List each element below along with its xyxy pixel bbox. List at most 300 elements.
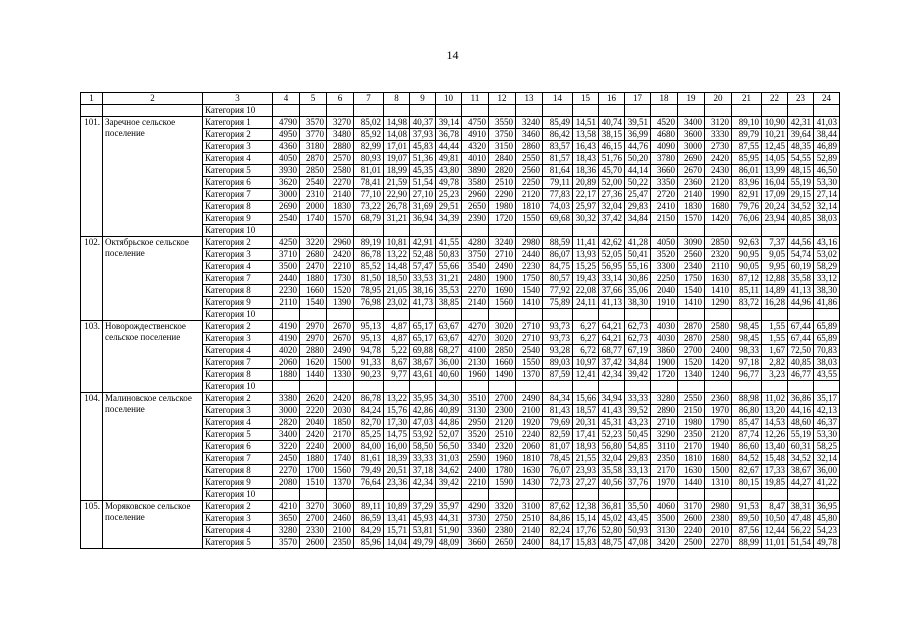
value-cell: 86,01 <box>732 165 762 177</box>
value-cell: 80,15 <box>732 477 762 489</box>
value-cell <box>489 381 516 393</box>
value-cell: 4190 <box>273 333 300 345</box>
value-cell: 26,78 <box>384 201 410 213</box>
value-cell: 3540 <box>462 261 489 273</box>
value-cell: 46,89 <box>814 141 840 153</box>
value-cell: 1290 <box>705 297 732 309</box>
value-cell: 86,59 <box>354 513 384 525</box>
value-cell: 36,86 <box>788 393 814 405</box>
value-cell: 18,43 <box>573 153 599 165</box>
settlement-cell: Новорождественское сельское поселение <box>103 321 203 393</box>
value-cell: 42,62 <box>599 237 625 249</box>
table-row <box>81 321 840 333</box>
value-cell: 3890 <box>462 165 489 177</box>
value-cell: 85,49 <box>543 117 573 129</box>
category-cell: Категория 8 <box>203 201 273 213</box>
value-cell: 27,36 <box>599 189 625 201</box>
value-cell <box>327 105 354 117</box>
value-cell: 4320 <box>462 141 489 153</box>
table-row <box>81 105 840 117</box>
value-cell: 15,76 <box>384 405 410 417</box>
value-cell: 15,48 <box>762 453 788 465</box>
value-cell: 6,72 <box>573 345 599 357</box>
value-cell: 2030 <box>327 405 354 417</box>
value-cell: 14,48 <box>384 261 410 273</box>
value-cell: 3000 <box>273 405 300 417</box>
value-cell: 4010 <box>462 153 489 165</box>
value-cell: 51,76 <box>599 153 625 165</box>
value-cell: 50,22 <box>625 177 651 189</box>
value-cell <box>599 381 625 393</box>
value-cell: 17,33 <box>762 465 788 477</box>
value-cell: 1410 <box>516 297 543 309</box>
value-cell: 1490 <box>489 369 516 381</box>
value-cell: 14,98 <box>384 117 410 129</box>
category-cell: Категория 5 <box>203 165 273 177</box>
value-cell: 4030 <box>651 321 678 333</box>
value-cell: 2120 <box>489 417 516 429</box>
value-cell: 3750 <box>489 129 516 141</box>
value-cell: 1510 <box>300 477 327 489</box>
value-cell: 81,50 <box>354 273 384 285</box>
value-cell: 3400 <box>273 429 300 441</box>
value-cell: 2300 <box>489 405 516 417</box>
value-cell: 31,03 <box>436 453 462 465</box>
value-cell: 2490 <box>516 393 543 405</box>
value-cell: 50,20 <box>625 153 651 165</box>
value-cell <box>651 309 678 321</box>
category-cell: Категория 5 <box>203 537 273 549</box>
value-cell <box>410 105 436 117</box>
value-cell: 11,02 <box>762 393 788 405</box>
value-cell <box>273 225 300 237</box>
value-cell: 45,80 <box>814 513 840 525</box>
value-cell: 93,73 <box>543 333 573 345</box>
value-cell: 1920 <box>516 417 543 429</box>
value-cell: 51,54 <box>788 537 814 549</box>
value-cell: 2720 <box>651 189 678 201</box>
value-cell: 2450 <box>273 453 300 465</box>
value-cell: 2110 <box>273 297 300 309</box>
value-cell: 3090 <box>678 237 705 249</box>
value-cell: 43,45 <box>625 513 651 525</box>
value-cell <box>678 309 705 321</box>
value-cell: 86,78 <box>354 249 384 261</box>
value-cell <box>599 225 625 237</box>
category-cell: Категория 2 <box>203 129 273 141</box>
value-cell <box>384 309 410 321</box>
value-cell: 87,74 <box>732 429 762 441</box>
value-cell <box>543 309 573 321</box>
category-cell: Категория 7 <box>203 273 273 285</box>
value-cell: 98,45 <box>732 321 762 333</box>
value-cell: 2100 <box>327 525 354 537</box>
value-cell: 37,66 <box>599 285 625 297</box>
value-cell: 41,86 <box>814 297 840 309</box>
value-cell: 45,70 <box>599 165 625 177</box>
value-cell: 48,09 <box>436 537 462 549</box>
value-cell: 12,88 <box>762 273 788 285</box>
value-cell: 1970 <box>651 477 678 489</box>
value-cell: 1900 <box>489 273 516 285</box>
value-cell: 2850 <box>705 237 732 249</box>
value-cell: 2000 <box>327 441 354 453</box>
value-cell: 2230 <box>516 261 543 273</box>
value-cell: 65,17 <box>410 333 436 345</box>
value-cell: 3300 <box>651 261 678 273</box>
value-cell <box>678 225 705 237</box>
value-cell: 25,23 <box>436 189 462 201</box>
value-cell: 41,43 <box>599 405 625 417</box>
value-cell <box>410 489 436 501</box>
value-cell <box>300 105 327 117</box>
value-cell: 33,53 <box>410 273 436 285</box>
value-cell: 3660 <box>462 537 489 549</box>
value-cell: 4680 <box>651 129 678 141</box>
value-cell: 1880 <box>273 369 300 381</box>
value-cell: 47,48 <box>788 513 814 525</box>
header-cell: 23 <box>788 93 814 105</box>
value-cell: 1750 <box>516 273 543 285</box>
value-cell: 3220 <box>273 441 300 453</box>
value-cell: 2650 <box>462 201 489 213</box>
value-cell <box>300 309 327 321</box>
header-cell: 22 <box>762 93 788 105</box>
value-cell: 1830 <box>678 201 705 213</box>
value-cell: 20,31 <box>573 417 599 429</box>
value-cell: 2710 <box>489 249 516 261</box>
value-cell: 2510 <box>489 177 516 189</box>
value-cell: 35,06 <box>625 285 651 297</box>
settlement-cell: Октябрьское сельское поселение <box>103 237 203 321</box>
value-cell: 1740 <box>300 213 327 225</box>
value-cell: 2220 <box>300 405 327 417</box>
value-cell: 1830 <box>327 201 354 213</box>
value-cell: 84,00 <box>354 441 384 453</box>
header-cell: 3 <box>203 93 273 105</box>
value-cell: 3340 <box>462 441 489 453</box>
value-cell: 2870 <box>300 153 327 165</box>
value-cell: 40,85 <box>788 213 814 225</box>
value-cell: 11,41 <box>573 237 599 249</box>
value-cell: 92,63 <box>732 237 762 249</box>
header-cell: 20 <box>705 93 732 105</box>
value-cell: 38,30 <box>625 297 651 309</box>
value-cell: 44,44 <box>436 141 462 153</box>
value-cell: 65,89 <box>814 333 840 345</box>
value-cell: 65,17 <box>410 321 436 333</box>
value-cell: 95,13 <box>354 333 384 345</box>
value-cell: 44,31 <box>436 513 462 525</box>
value-cell: 9,05 <box>762 249 788 261</box>
value-cell: 48,35 <box>788 141 814 153</box>
value-cell: 2380 <box>705 513 732 525</box>
value-cell: 31,21 <box>384 213 410 225</box>
value-cell <box>273 489 300 501</box>
value-cell: 2650 <box>489 537 516 549</box>
value-cell: 39,51 <box>625 117 651 129</box>
value-cell: 1660 <box>489 357 516 369</box>
value-cell: 39,64 <box>788 129 814 141</box>
value-cell: 2710 <box>651 417 678 429</box>
value-cell: 1630 <box>516 465 543 477</box>
value-cell: 12,26 <box>762 429 788 441</box>
value-cell: 2010 <box>705 525 732 537</box>
value-cell: 1520 <box>327 285 354 297</box>
category-cell: Категория 6 <box>203 441 273 453</box>
value-cell: 1880 <box>300 273 327 285</box>
value-cell: 97,18 <box>732 357 762 369</box>
value-cell: 3510 <box>462 393 489 405</box>
value-cell: 2690 <box>273 201 300 213</box>
value-cell: 4280 <box>462 237 489 249</box>
value-cell: 78,45 <box>543 453 573 465</box>
value-cell: 2850 <box>489 345 516 357</box>
value-cell: 21,55 <box>573 453 599 465</box>
value-cell: 2710 <box>516 333 543 345</box>
value-cell: 1660 <box>300 285 327 297</box>
value-cell: 1780 <box>489 465 516 477</box>
value-cell: 10,81 <box>384 237 410 249</box>
value-cell: 3120 <box>705 117 732 129</box>
value-cell: 51,90 <box>436 525 462 537</box>
value-cell: 1690 <box>489 285 516 297</box>
value-cell: 62,73 <box>625 321 651 333</box>
value-cell: 2540 <box>516 345 543 357</box>
value-cell: 44,76 <box>625 141 651 153</box>
value-cell: 35,58 <box>788 273 814 285</box>
value-cell: 3420 <box>651 537 678 549</box>
value-cell <box>384 381 410 393</box>
value-cell: 35,97 <box>436 501 462 513</box>
value-cell: 2270 <box>705 537 732 549</box>
header-cell: 18 <box>651 93 678 105</box>
value-cell <box>384 225 410 237</box>
value-cell: 77,92 <box>543 285 573 297</box>
value-cell: 80,93 <box>354 153 384 165</box>
value-cell: 77,10 <box>354 189 384 201</box>
value-cell: 2360 <box>678 177 705 189</box>
value-cell: 34,30 <box>436 393 462 405</box>
value-cell <box>788 105 814 117</box>
value-cell <box>543 105 573 117</box>
value-cell: 17,30 <box>384 417 410 429</box>
value-cell: 1550 <box>516 357 543 369</box>
value-cell: 3580 <box>462 177 489 189</box>
value-cell: 1500 <box>705 465 732 477</box>
value-cell: 18,57 <box>573 405 599 417</box>
value-cell: 85,92 <box>354 129 384 141</box>
value-cell: 98,33 <box>732 345 762 357</box>
value-cell: 3730 <box>462 513 489 525</box>
value-cell: 45,31 <box>599 417 625 429</box>
value-cell: 72,73 <box>543 477 573 489</box>
value-cell: 89,50 <box>732 513 762 525</box>
value-cell: 2950 <box>462 417 489 429</box>
value-cell: 56,80 <box>599 441 625 453</box>
value-cell <box>410 225 436 237</box>
value-cell: 75,89 <box>543 297 573 309</box>
value-cell: 2150 <box>651 213 678 225</box>
value-cell: 3000 <box>273 189 300 201</box>
value-cell: 21,05 <box>384 285 410 297</box>
value-cell: 2100 <box>516 405 543 417</box>
value-cell: 33,33 <box>410 453 436 465</box>
page-number: 14 <box>446 48 459 62</box>
value-cell: 56,50 <box>436 441 462 453</box>
value-cell: 46,37 <box>814 417 840 429</box>
value-cell: 23,93 <box>573 465 599 477</box>
value-cell: 87,55 <box>732 141 762 153</box>
value-cell: 76,07 <box>543 465 573 477</box>
value-cell: 49,78 <box>814 537 840 549</box>
header-cell: 8 <box>384 93 410 105</box>
value-cell: 33,13 <box>625 465 651 477</box>
header-cell: 10 <box>436 93 462 105</box>
value-cell: 86,80 <box>732 405 762 417</box>
value-cell: 89,10 <box>732 117 762 129</box>
value-cell: 46,77 <box>788 369 814 381</box>
value-cell: 1500 <box>327 357 354 369</box>
value-cell: 56,22 <box>788 525 814 537</box>
value-cell: 53,92 <box>410 429 436 441</box>
value-cell: 2400 <box>705 345 732 357</box>
value-cell: 2590 <box>462 453 489 465</box>
value-cell: 2330 <box>300 525 327 537</box>
value-cell: 2120 <box>705 429 732 441</box>
value-cell: 3570 <box>300 117 327 129</box>
value-cell: 9,95 <box>762 261 788 273</box>
value-cell: 2690 <box>678 153 705 165</box>
value-cell: 2080 <box>273 477 300 489</box>
value-cell: 73,22 <box>354 201 384 213</box>
value-cell <box>625 105 651 117</box>
value-cell: 16,28 <box>762 297 788 309</box>
value-cell: 17,01 <box>384 141 410 153</box>
value-cell: 15,14 <box>573 513 599 525</box>
value-cell: 1740 <box>327 453 354 465</box>
value-cell: 53,02 <box>814 249 840 261</box>
value-cell: 2420 <box>327 393 354 405</box>
value-cell: 49,81 <box>436 153 462 165</box>
value-cell: 3930 <box>273 165 300 177</box>
value-cell: 7,37 <box>762 237 788 249</box>
value-cell: 17,09 <box>762 189 788 201</box>
value-cell: 42,34 <box>410 477 436 489</box>
value-cell: 3650 <box>273 513 300 525</box>
value-cell: 2700 <box>678 345 705 357</box>
value-cell: 37,42 <box>599 213 625 225</box>
header-cell: 16 <box>599 93 625 105</box>
value-cell: 3100 <box>516 501 543 513</box>
value-cell: 85,96 <box>354 537 384 549</box>
value-cell: 96,77 <box>732 369 762 381</box>
value-cell: 39,52 <box>625 405 651 417</box>
value-cell: 2670 <box>327 321 354 333</box>
value-cell: 13,93 <box>573 249 599 261</box>
value-cell <box>489 309 516 321</box>
value-cell: 1630 <box>678 465 705 477</box>
value-cell: 44,14 <box>625 165 651 177</box>
value-cell: 10,97 <box>573 357 599 369</box>
value-cell: 1440 <box>678 477 705 489</box>
value-cell: 38,03 <box>814 213 840 225</box>
value-cell: 82,67 <box>732 465 762 477</box>
value-cell <box>705 309 732 321</box>
value-cell: 2490 <box>489 261 516 273</box>
value-cell: 70,83 <box>814 345 840 357</box>
value-cell: 69,68 <box>543 213 573 225</box>
category-cell: Категория 2 <box>203 501 273 513</box>
value-cell: 1330 <box>327 369 354 381</box>
category-cell: Категория 2 <box>203 237 273 249</box>
value-cell: 2560 <box>516 165 543 177</box>
value-cell <box>354 381 384 393</box>
header-cell: 24 <box>814 93 840 105</box>
value-cell: 1910 <box>651 297 678 309</box>
value-cell: 2250 <box>651 273 678 285</box>
value-cell: 29,51 <box>436 201 462 213</box>
value-cell: 52,07 <box>436 429 462 441</box>
value-cell: 1750 <box>678 273 705 285</box>
value-cell: 13,41 <box>384 513 410 525</box>
value-cell: 3360 <box>462 525 489 537</box>
value-cell: 2320 <box>489 441 516 453</box>
value-cell: 2350 <box>678 429 705 441</box>
value-cell <box>814 105 840 117</box>
value-cell <box>354 105 384 117</box>
value-cell: 52,80 <box>599 525 625 537</box>
value-cell: 35,53 <box>436 285 462 297</box>
value-cell: 2120 <box>516 189 543 201</box>
value-cell: 2170 <box>651 465 678 477</box>
value-cell: 1730 <box>327 273 354 285</box>
value-cell: 3280 <box>273 525 300 537</box>
value-cell: 82,24 <box>543 525 573 537</box>
value-cell: 46,50 <box>814 165 840 177</box>
category-cell: Категория 8 <box>203 465 273 477</box>
value-cell: 3130 <box>462 405 489 417</box>
value-cell: 2730 <box>705 141 732 153</box>
value-cell <box>762 225 788 237</box>
value-cell: 2170 <box>678 441 705 453</box>
value-cell <box>788 381 814 393</box>
value-cell: 79,11 <box>543 177 573 189</box>
value-cell: 2140 <box>516 525 543 537</box>
value-cell: 63,67 <box>436 321 462 333</box>
value-cell: 3500 <box>651 513 678 525</box>
value-cell: 2540 <box>300 177 327 189</box>
value-cell <box>436 105 462 117</box>
value-cell: 40,74 <box>599 117 625 129</box>
value-cell: 2580 <box>705 333 732 345</box>
value-cell: 1810 <box>516 201 543 213</box>
value-cell: 3570 <box>273 537 300 549</box>
value-cell: 2430 <box>705 165 732 177</box>
value-cell <box>489 225 516 237</box>
value-cell: 3600 <box>678 129 705 141</box>
value-cell: 3380 <box>273 393 300 405</box>
value-cell: 79,49 <box>354 465 384 477</box>
value-cell: 83,72 <box>732 297 762 309</box>
value-cell: 48,75 <box>599 537 625 549</box>
value-cell: 2120 <box>705 177 732 189</box>
value-cell: 2440 <box>273 273 300 285</box>
table-row <box>81 237 840 249</box>
value-cell <box>516 105 543 117</box>
value-cell: 14,51 <box>573 117 599 129</box>
value-cell: 47,03 <box>410 417 436 429</box>
